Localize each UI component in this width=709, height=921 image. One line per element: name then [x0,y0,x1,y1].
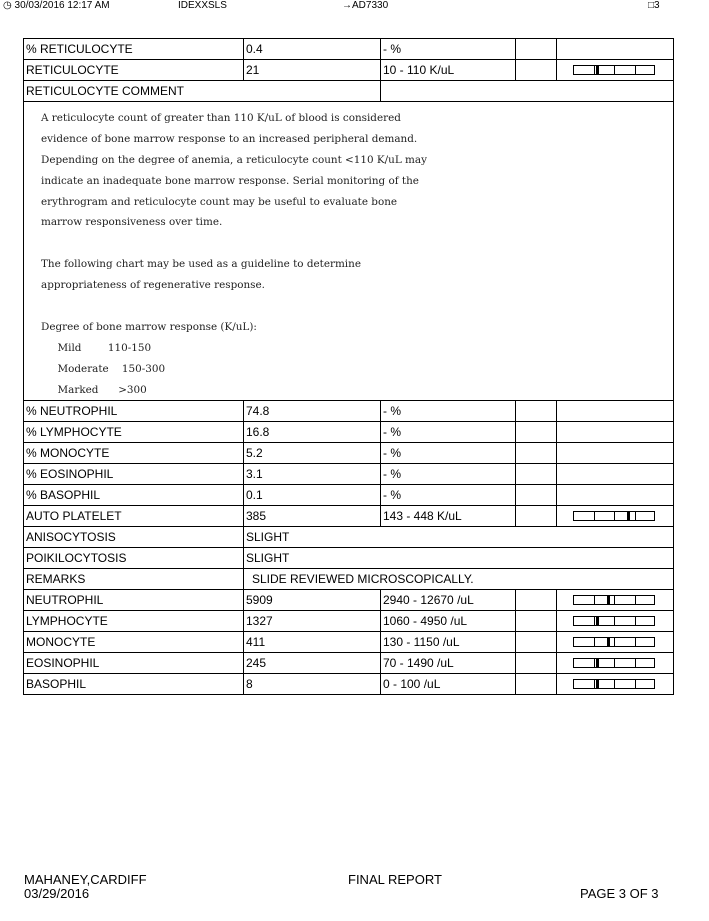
fax-page-number: 3 [654,0,660,11]
reference-range: 0 - 100 /uL [381,674,516,695]
reference-range: 70 - 1490 /uL [381,653,516,674]
test-value: 0.1 [244,485,381,506]
test-value: 385 [244,506,381,527]
test-name: % MONOCYTE [24,443,244,464]
range-bar-divider [614,66,615,74]
flag-cell [516,485,557,506]
range-bar-divider [635,659,636,667]
test-value: 411 [244,632,381,653]
range-bar-cell [557,39,674,60]
comment-body-row [24,102,674,401]
reference-range: - % [381,422,516,443]
table-row [24,674,674,695]
test-value: 1327 [244,611,381,632]
range-bar-cell [557,401,674,422]
test-value: 5.2 [244,443,381,464]
reference-range: 10 - 110 K/uL [381,60,516,81]
comment-body [24,102,674,401]
range-bar-divider [614,659,615,667]
reference-range: 1060 - 4950 /uL [381,611,516,632]
range-bar-divider [635,680,636,688]
range-bar-divider [614,638,615,646]
range-bar-divider [614,512,615,520]
arrow-right-icon: → [342,0,352,11]
flag-cell [516,506,557,527]
test-value: SLIGHT [244,548,674,569]
test-value: 16.8 [244,422,381,443]
range-bar [573,616,655,626]
range-bar-cell [557,653,674,674]
comment-line: Depending on the degree of anemia, a reticulocyte count <110 K/uL may [41,153,427,166]
page-icon: □ [648,0,655,11]
range-bar-divider [594,680,595,688]
range-bar-cell [557,590,674,611]
table-row [24,548,674,569]
flag-cell [516,653,557,674]
test-value: 245 [244,653,381,674]
reference-range: - % [381,39,516,60]
range-bar-divider [614,617,615,625]
comment-line: evidence of bone marrow response to an increased peripheral demand. [41,132,418,145]
range-bar-divider [635,617,636,625]
comment-label-row [24,81,674,102]
clock-icon: ◷ [3,0,12,11]
range-bar-divider [635,66,636,74]
range-bar-cell [557,506,674,527]
reference-range: - % [381,464,516,485]
table-row [24,485,674,506]
table-row [24,653,674,674]
comment-line [24,296,673,317]
range-bar-divider [614,680,615,688]
table-row [24,590,674,611]
test-name: EOSINOPHIL [24,653,244,674]
comment-line: erythrogram and reticulocyte count may be useful to evaluate bone [41,195,398,208]
flag-cell [516,422,557,443]
range-bar-divider [635,512,636,520]
comment-line: Moderate 150-300 [41,362,166,375]
fax-recipient [342,0,388,11]
range-bar-divider [594,659,595,667]
range-bar-divider [635,638,636,646]
test-value: 21 [244,60,381,81]
range-bar [573,679,655,689]
test-name: % NEUTROPHIL [24,401,244,422]
table-row [24,611,674,632]
fax-recipient-text: AD7330 [352,0,389,11]
flag-cell [516,443,557,464]
flag-cell [516,611,557,632]
flag-cell [516,632,557,653]
flag-cell [516,590,557,611]
reference-range: - % [381,485,516,506]
table-row [24,506,674,527]
test-value: 5909 [244,590,381,611]
test-name: NEUTROPHIL [24,590,244,611]
range-bar-divider [594,617,595,625]
comment-line: The following chart may be used as a guideline to determine [41,258,361,271]
range-bar [573,595,655,605]
reference-range: 143 - 448 K/uL [381,506,516,527]
range-bar [573,65,655,75]
table-row [24,569,674,590]
range-bar-divider [594,512,595,520]
comment-label: RETICULOCYTE COMMENT [24,81,381,102]
range-bar-marker [607,596,610,604]
test-name: ANISOCYTOSIS [24,527,244,548]
footer-page: PAGE 3 OF 3 [580,886,659,901]
range-bar-divider [594,596,595,604]
table-row [24,60,674,81]
table-row [24,464,674,485]
test-value: SLIGHT [244,527,674,548]
range-bar-divider [614,596,615,604]
comment-line: appropriateness of regenerative response. [41,279,265,292]
fax-sender: IDEXXSLS [178,0,227,11]
test-name: % LYMPHOCYTE [24,422,244,443]
fax-timestamp [3,0,110,11]
comment-line: A reticulocyte count of greater than 110 K/uL of blood is considered [41,112,401,124]
flag-cell [516,464,557,485]
range-bar-cell [557,443,674,464]
range-bar-cell [557,632,674,653]
table-row [24,422,674,443]
range-bar-cell [557,485,674,506]
range-bar-divider [594,638,595,646]
test-name: MONOCYTE [24,632,244,653]
range-bar-marker [627,512,630,520]
reference-range: - % [381,401,516,422]
reference-range: - % [381,443,516,464]
footer-status: FINAL REPORT [348,872,442,887]
table-row [24,443,674,464]
reference-range: 2940 - 12670 /uL [381,590,516,611]
test-name: % EOSINOPHIL [24,464,244,485]
flag-cell [516,401,557,422]
footer-date: 03/29/2016 [24,886,90,901]
test-name: REMARKS [24,569,244,590]
table-row [24,401,674,422]
flag-cell [516,60,557,81]
range-bar-cell [557,422,674,443]
range-bar-cell [557,464,674,485]
test-name: % BASOPHIL [24,485,244,506]
comment-line: Mild 110-150 [41,341,152,354]
range-bar-marker [596,617,599,625]
range-bar-divider [635,596,636,604]
comment-line: indicate an inadequate bone marrow response. Serial monitoring of the [41,174,419,187]
range-bar-cell [557,60,674,81]
test-name: AUTO PLATELET [24,506,244,527]
comment-label-empty [381,81,674,102]
comment-line: Degree of bone marrow response (K/uL): [41,320,257,333]
test-name: POIKILOCYTOSIS [24,548,244,569]
test-name: BASOPHIL [24,674,244,695]
table-row [24,39,674,60]
reference-range: 130 - 1150 /uL [381,632,516,653]
test-value: 3.1 [244,464,381,485]
test-name: RETICULOCYTE [24,60,244,81]
comment-line: Marked >300 [41,383,147,396]
results-table [23,38,674,695]
test-name: % RETICULOCYTE [24,39,244,60]
table-row [24,527,674,548]
test-value: SLIDE REVIEWED MICROSCOPICALLY. [244,569,674,590]
test-name: LYMPHOCYTE [24,611,244,632]
range-bar-cell [557,674,674,695]
test-value: 0.4 [244,39,381,60]
range-bar-marker [596,66,599,74]
footer-patient: MAHANEY,CARDIFF [24,872,147,887]
range-bar-divider [594,66,595,74]
table-row [24,632,674,653]
fax-timestamp-text: 30/03/2016 12:17 AM [14,0,110,11]
range-bar [573,637,655,647]
range-bar [573,658,655,668]
comment-line: marrow responsiveness over time. [41,216,223,229]
range-bar [573,511,655,521]
fax-header [0,0,709,14]
flag-cell [516,674,557,695]
comment-line [24,233,673,254]
fax-page [648,0,660,11]
range-bar-cell [557,611,674,632]
range-bar-marker [596,680,599,688]
flag-cell [516,39,557,60]
results-body [24,39,674,695]
range-bar-marker [607,638,610,646]
range-bar-marker [596,659,599,667]
test-value: 74.8 [244,401,381,422]
test-value: 8 [244,674,381,695]
